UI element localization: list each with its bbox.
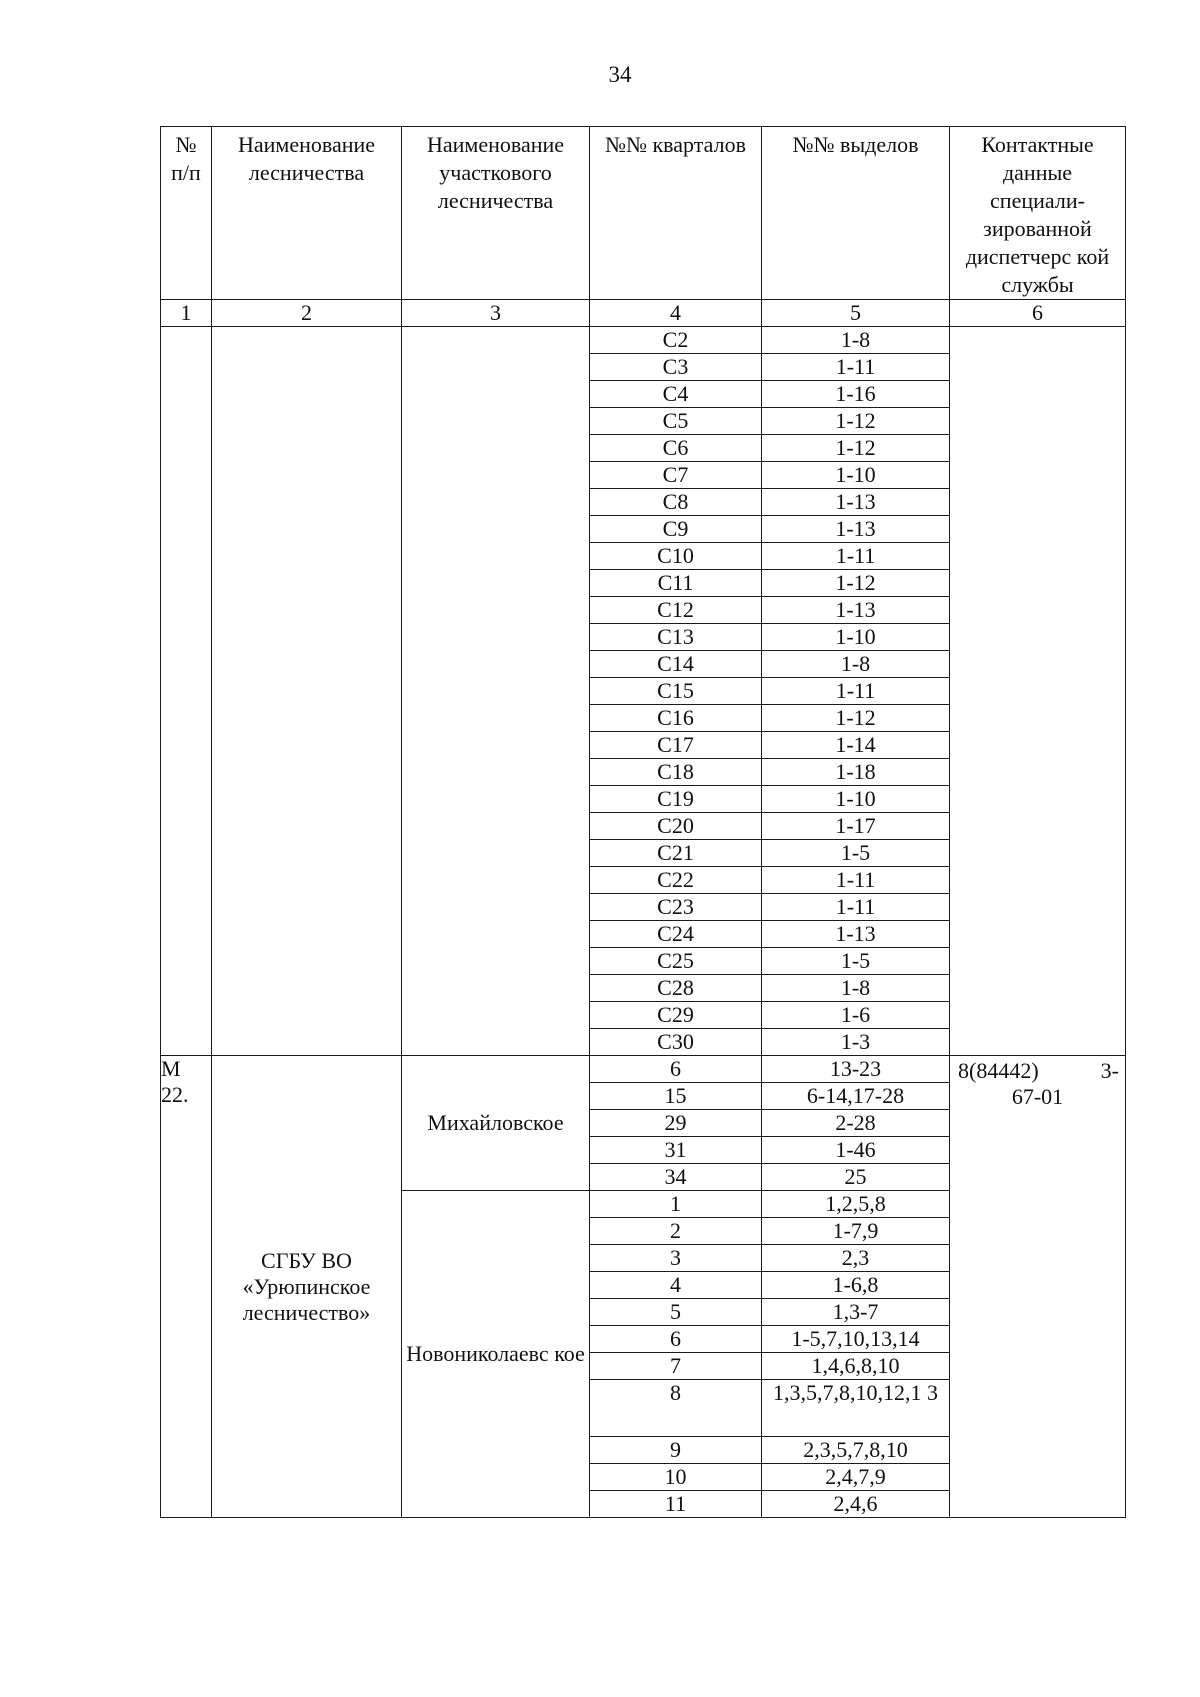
quarter-cell: 7: [590, 1353, 762, 1380]
quarter-cell: С20: [590, 813, 762, 840]
column-number: 5: [762, 300, 950, 327]
quarter-cell: С4: [590, 381, 762, 408]
quarter-cell: С2: [590, 327, 762, 354]
quarter-cell: С3: [590, 354, 762, 381]
plots-cell: 1-17: [762, 813, 950, 840]
plots-cell: 1-11: [762, 354, 950, 381]
quarter-cell: С30: [590, 1029, 762, 1056]
header-plots: №№ выделов: [762, 127, 950, 300]
plots-cell: 1-8: [762, 327, 950, 354]
contact-phone-line1: [950, 1056, 1125, 1084]
forestry-cell-empty: [212, 327, 402, 1056]
district-name: Новониколаевс кое: [402, 1191, 590, 1518]
quarter-cell: С16: [590, 705, 762, 732]
plots-cell: 1,2,5,8: [762, 1191, 950, 1218]
quarter-cell: 6: [590, 1056, 762, 1083]
contact-cell-empty: [950, 327, 1126, 1056]
plots-cell: 1-5,7,10,13,14: [762, 1326, 950, 1353]
plots-cell: 2-28: [762, 1110, 950, 1137]
quarter-cell: 29: [590, 1110, 762, 1137]
quarter-cell: С13: [590, 624, 762, 651]
plots-cell: 1-13: [762, 597, 950, 624]
plots-cell: 1-13: [762, 516, 950, 543]
quarter-cell: 31: [590, 1137, 762, 1164]
plots-cell: 1-18: [762, 759, 950, 786]
quarter-cell: С11: [590, 570, 762, 597]
quarter-cell: 11: [590, 1491, 762, 1518]
plots-cell: 1-11: [762, 543, 950, 570]
plots-cell: 1-14: [762, 732, 950, 759]
quarter-cell: С18: [590, 759, 762, 786]
quarter-cell: С15: [590, 678, 762, 705]
plots-cell: 13-23: [762, 1056, 950, 1083]
district-cell-empty: [402, 327, 590, 1056]
plots-cell: 1-3: [762, 1029, 950, 1056]
quarter-cell: 2: [590, 1218, 762, 1245]
quarter-cell: 9: [590, 1437, 762, 1464]
plots-cell: 1,3-7: [762, 1299, 950, 1326]
quarter-cell: С14: [590, 651, 762, 678]
page-number: 34: [608, 62, 632, 87]
quarter-cell: С24: [590, 921, 762, 948]
plots-cell: 2,3,5,7,8,10: [762, 1437, 950, 1464]
quarter-cell: С19: [590, 786, 762, 813]
quarter-cell: 34: [590, 1164, 762, 1191]
contact-phone-part: 3-: [1100, 1058, 1119, 1083]
quarter-cell: С21: [590, 840, 762, 867]
plots-cell: 1-11: [762, 867, 950, 894]
number-cell-empty: [161, 327, 212, 1056]
plots-cell: 25: [762, 1164, 950, 1191]
quarter-cell: 10: [590, 1464, 762, 1491]
quarter-cell: 8: [590, 1380, 762, 1437]
column-number: 4: [590, 300, 762, 327]
plots-cell: 1-8: [762, 651, 950, 678]
plots-cell: 1-12: [762, 408, 950, 435]
header-contacts: Контактные данные специали-зированной диспетчерс кой службы: [950, 127, 1126, 300]
quarter-cell: С25: [590, 948, 762, 975]
plots-cell: 2,4,6: [762, 1491, 950, 1518]
quarter-cell: С9: [590, 516, 762, 543]
column-number: 3: [402, 300, 590, 327]
quarter-cell: С22: [590, 867, 762, 894]
plots-cell: 1-6: [762, 1002, 950, 1029]
table-row: [161, 1056, 1126, 1083]
quarter-cell: С23: [590, 894, 762, 921]
column-number-row: [161, 300, 1126, 327]
forestry-table: [160, 126, 1126, 1518]
contact-phone-line2: 67-01: [1011, 1084, 1064, 1109]
plots-cell: 2,3: [762, 1245, 950, 1272]
plots-cell: 1-8: [762, 975, 950, 1002]
quarter-cell: 5: [590, 1299, 762, 1326]
quarter-cell: С10: [590, 543, 762, 570]
entry-number: М 22.: [161, 1056, 212, 1518]
plots-cell: 1-10: [762, 786, 950, 813]
plots-cell: 1-6,8: [762, 1272, 950, 1299]
quarter-cell: С7: [590, 462, 762, 489]
column-number: 6: [950, 300, 1126, 327]
header-quarters: №№ кварталов: [590, 127, 762, 300]
quarter-cell: С28: [590, 975, 762, 1002]
plots-cell: 2,4,7,9: [762, 1464, 950, 1491]
plots-cell: 1-12: [762, 705, 950, 732]
plots-cell: 1-7,9: [762, 1218, 950, 1245]
plots-cell: 1-5: [762, 840, 950, 867]
quarter-cell: С6: [590, 435, 762, 462]
table-row: [161, 327, 1126, 354]
quarter-cell: С5: [590, 408, 762, 435]
plots-cell: 1,4,6,8,10: [762, 1353, 950, 1380]
quarter-cell: С8: [590, 489, 762, 516]
quarter-cell: 3: [590, 1245, 762, 1272]
header-row: [161, 127, 1126, 300]
plots-cell: 1-16: [762, 381, 950, 408]
plots-cell: 6-14,17-28: [762, 1083, 950, 1110]
contact-phone-code: 8(84442): [958, 1058, 1039, 1083]
contact-cell: [950, 1056, 1126, 1518]
quarter-cell: С17: [590, 732, 762, 759]
plots-cell: 1-12: [762, 435, 950, 462]
plots-cell: 1-11: [762, 678, 950, 705]
forestry-name: СГБУ ВО «Урюпинское лесничество»: [212, 1056, 402, 1518]
quarter-cell: 15: [590, 1083, 762, 1110]
plots-cell: 1,3,5,7,8,10,12,1 3: [762, 1380, 950, 1437]
plots-cell: 1-11: [762, 894, 950, 921]
header-district: Наименование участкового лесничества: [402, 127, 590, 300]
quarter-cell: 4: [590, 1272, 762, 1299]
plots-cell: 1-46: [762, 1137, 950, 1164]
district-name: Михайловское: [402, 1056, 590, 1191]
column-number: 1: [161, 300, 212, 327]
quarter-cell: С12: [590, 597, 762, 624]
plots-cell: 1-10: [762, 624, 950, 651]
plots-cell: 1-10: [762, 462, 950, 489]
plots-cell: 1-5: [762, 948, 950, 975]
quarter-cell: 6: [590, 1326, 762, 1353]
quarter-cell: С29: [590, 1002, 762, 1029]
header-forestry: Наименование лесничества: [212, 127, 402, 300]
quarter-cell: 1: [590, 1191, 762, 1218]
plots-cell: 1-12: [762, 570, 950, 597]
plots-cell: 1-13: [762, 921, 950, 948]
plots-cell: 1-13: [762, 489, 950, 516]
column-number: 2: [212, 300, 402, 327]
header-number: № п/п: [161, 127, 212, 300]
